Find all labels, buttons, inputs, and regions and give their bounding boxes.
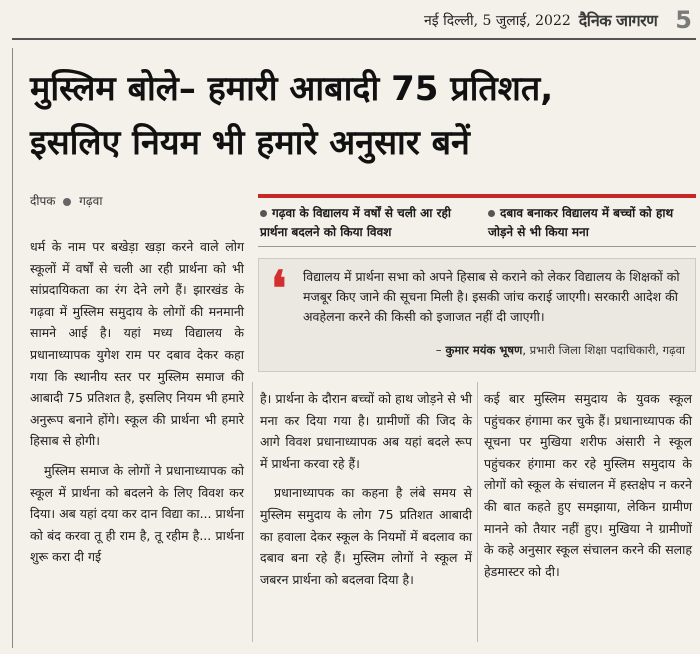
bullet-icon	[63, 198, 71, 206]
pull-quote-box	[258, 258, 696, 372]
masthead	[424, 6, 692, 34]
highlight-item	[488, 204, 693, 242]
pull-quote-attribution: – कुमार मयंक भूषण, प्रभारी जिला शिक्षा पदाधिकारी, गढ़वा	[435, 343, 685, 357]
bullet-icon	[488, 210, 495, 217]
column-divider	[477, 382, 478, 642]
pull-quote-text: विद्यालय में प्रार्थना सभा को अपने हिसाब से कराने को लेकर विद्यालय के शिक्षकों को मजबूर किए जाने की सूचना मिली है। इसकी जांच कराई जाएगी। सरकारी आदेश की अवहेलना करने की किसी को इजाजत नहीं दी जाएगी।	[303, 269, 680, 324]
article-column-3	[484, 388, 692, 590]
article-paragraph: है। प्रार्थना के दौरान बच्चों को हाथ जोड़ने से भी मना कर दिया गया है। ग्रामीणों की जिद के आगे विवश प्रधानाध्यापक अब यहां बदले रूप में प्रार्थना करवा रहे हैं।	[260, 391, 472, 471]
article-column-1	[30, 236, 244, 576]
highlight-text: गढ़वा के विद्यालय में वर्षों से चली आ रही प्रार्थना बदलने को किया विवश	[260, 206, 451, 239]
highlight-text: दबाव बनाकर विद्यालय में बच्चों को हाथ जोड़ने से भी किया मना	[488, 206, 674, 239]
article-paragraph: मुस्लिम समाज के लोगों ने प्रधानाध्यापक को स्कूल में प्रार्थना को बदलने के लिए विवश कर दिया। अब यहां दया कर दान विद्या का... प्रार्थना को बंद करवा तू ही राम है, तू रहीम है... प्रार्थना शुरू करा दी गई	[30, 462, 244, 565]
article-paragraph: धर्म के नाम पर बखेड़ा खड़ा करने वाले लोग स्कूलों में वर्षों से चली आ रही प्रार्थना को भी सांप्रदायिकता का रंग देने लगे हैं। झारखंड के गढ़वा में मुस्लिम समुदाय के लोगों की मनमानी सामने आई है। यहां मध्य विद्यालय के प्रधानाध्यापक युगेश राम पर दबाव देकर कहा गया कि स्थानीय स्तर पर मुस्लिम समाज की आबादी 75 प्रतिशत है, इसलिए नियम भी हमारे अनुरूप बनाने होंगे। स्कूल की प्रार्थना भी हमारे हिसाब से होगी।	[30, 239, 244, 449]
column-divider	[252, 382, 253, 642]
byline-author: दीपक	[30, 194, 56, 208]
highlight-divider	[258, 246, 696, 247]
page-number: 5	[675, 6, 692, 34]
highlight-rule	[258, 194, 696, 198]
left-column-rule	[12, 48, 13, 648]
attribution-role: प्रभारी जिला शिक्षा पदाधिकारी, गढ़वा	[529, 343, 685, 357]
top-divider	[12, 38, 696, 40]
bullet-icon	[260, 210, 267, 217]
headline-line-1: मुस्लिम बोले– हमारी आबादी 75 प्रतिशत,	[30, 69, 554, 109]
dateline: नई दिल्ली, 5 जुलाई, 2022	[424, 12, 571, 29]
attribution-dash: –	[435, 343, 442, 357]
article-paragraph: प्रधानाध्यापक का कहना है लंबे समय से मुस्लिम समुदाय के लोग 75 प्रतिशत आबादी का हवाला देकर स्कूल के नियमों में बदलाव का दबाव बना रहे हैं। मुस्लिम लोगों ने स्कूल में जबरन प्रार्थना को बदलवा दिया है।	[260, 485, 472, 587]
article-column-2	[260, 388, 472, 598]
headline	[30, 62, 690, 170]
attribution-name: कुमार मयंक भूषण	[445, 343, 523, 357]
article-paragraph: कई बार मुस्लिम समुदाय के युवक स्कूल पहुंचकर हंगामा कर चुके हैं। प्रधानाध्यापक की सूचना पर मुखिया शरीफ अंसारी ने स्कूल पहुंचकर हंगामा कर रहे मुस्लिम समुदाय के लोगों को स्कूल के संचालन में हस्तक्षेप न करने की बात कहते हुए समझाया, लेकिन ग्रामीण मानने को तैयार नहीं हुए। मुखिया ने ग्रामीणों के कहे अनुसार स्कूल संचालन करने की सलाह हेडमास्टर को दी।	[484, 391, 692, 579]
newspaper-brand: दैनिक जागरण	[578, 11, 658, 30]
byline-location: गढ़वा	[79, 194, 103, 208]
highlight-item	[260, 204, 470, 242]
headline-line-2: इसलिए नियम भी हमारे अनुसार बनें	[30, 123, 470, 163]
byline	[30, 192, 102, 209]
quote-mark-icon: ❛	[271, 261, 287, 317]
